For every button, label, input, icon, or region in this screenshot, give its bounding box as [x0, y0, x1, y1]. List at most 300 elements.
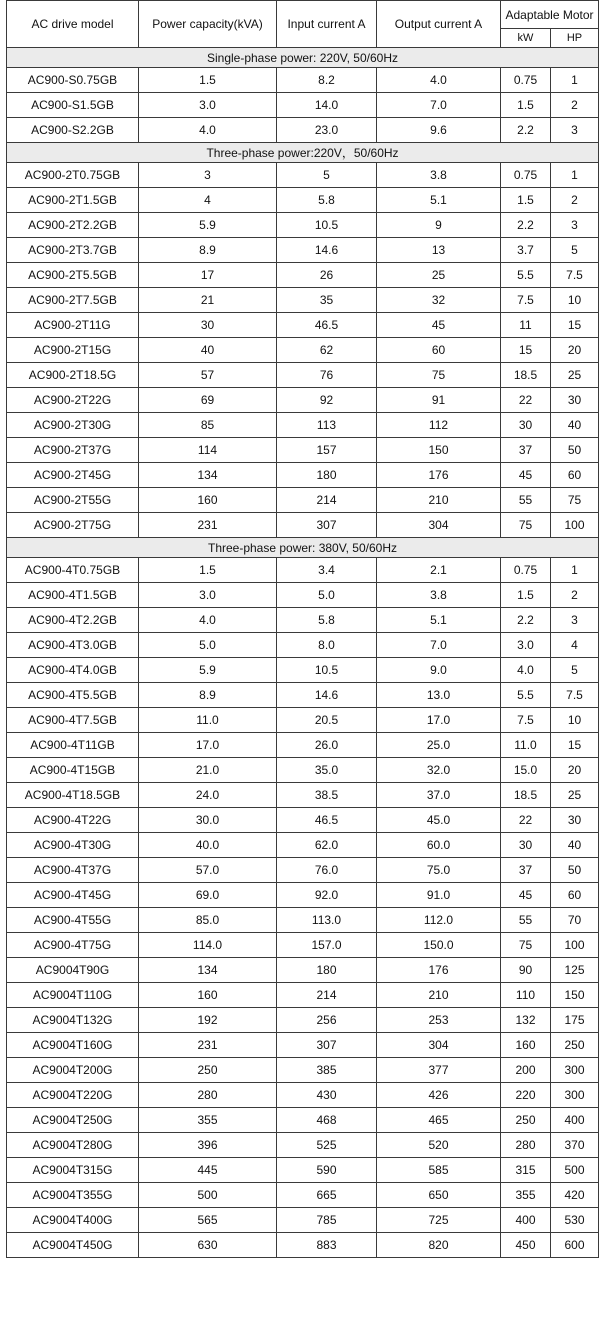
- cell-input-current: 8.2: [277, 68, 377, 93]
- table-row: [7, 188, 599, 213]
- table-row: [7, 1183, 599, 1208]
- cell-motor-hp: 125: [551, 958, 599, 983]
- cell-motor-kw: 15.0: [501, 758, 551, 783]
- cell-motor-hp: 250: [551, 1033, 599, 1058]
- table-row: [7, 708, 599, 733]
- cell-power-capacity: 250: [139, 1058, 277, 1083]
- table-row: [7, 1233, 599, 1258]
- cell-power-capacity: 4.0: [139, 118, 277, 143]
- table-row: [7, 388, 599, 413]
- cell-input-current: 46.5: [277, 313, 377, 338]
- cell-input-current: 8.0: [277, 633, 377, 658]
- cell-power-capacity: 231: [139, 1033, 277, 1058]
- cell-model: AC900-S0.75GB: [7, 68, 139, 93]
- cell-motor-kw: 30: [501, 413, 551, 438]
- section-header-row: [7, 143, 599, 163]
- table-row: [7, 1083, 599, 1108]
- cell-input-current: 26: [277, 263, 377, 288]
- cell-power-capacity: 69: [139, 388, 277, 413]
- cell-power-capacity: 4: [139, 188, 277, 213]
- cell-motor-kw: 250: [501, 1108, 551, 1133]
- cell-motor-hp: 75: [551, 488, 599, 513]
- cell-motor-hp: 20: [551, 338, 599, 363]
- cell-motor-kw: 0.75: [501, 68, 551, 93]
- cell-input-current: 10.5: [277, 658, 377, 683]
- table-row: [7, 958, 599, 983]
- section-title: Three-phase power: 380V, 50/60Hz: [7, 538, 599, 558]
- cell-motor-kw: 45: [501, 463, 551, 488]
- cell-motor-hp: 5: [551, 658, 599, 683]
- table-row: [7, 658, 599, 683]
- cell-input-current: 92.0: [277, 883, 377, 908]
- cell-output-current: 210: [377, 983, 501, 1008]
- cell-output-current: 426: [377, 1083, 501, 1108]
- cell-model: AC900-4T3.0GB: [7, 633, 139, 658]
- cell-motor-hp: 30: [551, 388, 599, 413]
- cell-model: AC900-4T15GB: [7, 758, 139, 783]
- cell-input-current: 590: [277, 1158, 377, 1183]
- header-hp: HP: [551, 29, 599, 48]
- cell-output-current: 17.0: [377, 708, 501, 733]
- cell-motor-kw: 220: [501, 1083, 551, 1108]
- cell-model: AC9004T355G: [7, 1183, 139, 1208]
- cell-model: AC900-4T37G: [7, 858, 139, 883]
- header-model: AC drive model: [7, 1, 139, 48]
- cell-power-capacity: 160: [139, 983, 277, 1008]
- cell-motor-kw: 1.5: [501, 583, 551, 608]
- cell-motor-kw: 315: [501, 1158, 551, 1183]
- cell-motor-hp: 20: [551, 758, 599, 783]
- cell-model: AC9004T110G: [7, 983, 139, 1008]
- cell-model: AC900-4T75G: [7, 933, 139, 958]
- cell-motor-hp: 1: [551, 558, 599, 583]
- cell-output-current: 91.0: [377, 883, 501, 908]
- cell-output-current: 13.0: [377, 683, 501, 708]
- cell-input-current: 20.5: [277, 708, 377, 733]
- cell-model: AC900-4T1.5GB: [7, 583, 139, 608]
- cell-model: AC900-4T55G: [7, 908, 139, 933]
- cell-motor-hp: 40: [551, 833, 599, 858]
- cell-motor-kw: 30: [501, 833, 551, 858]
- cell-input-current: 430: [277, 1083, 377, 1108]
- cell-motor-kw: 18.5: [501, 363, 551, 388]
- cell-model: AC900-4T2.2GB: [7, 608, 139, 633]
- cell-power-capacity: 17: [139, 263, 277, 288]
- cell-input-current: 76.0: [277, 858, 377, 883]
- cell-motor-hp: 2: [551, 93, 599, 118]
- cell-input-current: 5: [277, 163, 377, 188]
- cell-input-current: 5.0: [277, 583, 377, 608]
- cell-power-capacity: 565: [139, 1208, 277, 1233]
- cell-motor-kw: 11: [501, 313, 551, 338]
- cell-input-current: 157.0: [277, 933, 377, 958]
- cell-input-current: 307: [277, 1033, 377, 1058]
- cell-output-current: 13: [377, 238, 501, 263]
- cell-motor-kw: 110: [501, 983, 551, 1008]
- cell-power-capacity: 160: [139, 488, 277, 513]
- cell-output-current: 304: [377, 1033, 501, 1058]
- cell-output-current: 5.1: [377, 608, 501, 633]
- cell-motor-hp: 530: [551, 1208, 599, 1233]
- cell-output-current: 9.6: [377, 118, 501, 143]
- cell-input-current: 113: [277, 413, 377, 438]
- cell-motor-kw: 200: [501, 1058, 551, 1083]
- cell-input-current: 14.6: [277, 238, 377, 263]
- cell-input-current: 180: [277, 958, 377, 983]
- cell-output-current: 112.0: [377, 908, 501, 933]
- cell-motor-kw: 7.5: [501, 288, 551, 313]
- section-header-row: [7, 538, 599, 558]
- table-row: [7, 1008, 599, 1033]
- cell-model: AC900-2T37G: [7, 438, 139, 463]
- cell-motor-hp: 15: [551, 733, 599, 758]
- cell-power-capacity: 445: [139, 1158, 277, 1183]
- cell-power-capacity: 5.9: [139, 213, 277, 238]
- cell-model: AC9004T90G: [7, 958, 139, 983]
- cell-power-capacity: 500: [139, 1183, 277, 1208]
- cell-motor-hp: 60: [551, 883, 599, 908]
- cell-motor-hp: 3: [551, 213, 599, 238]
- cell-motor-kw: 0.75: [501, 163, 551, 188]
- cell-motor-hp: 1: [551, 163, 599, 188]
- cell-output-current: 7.0: [377, 93, 501, 118]
- cell-model: AC9004T280G: [7, 1133, 139, 1158]
- cell-motor-hp: 15: [551, 313, 599, 338]
- table-row: [7, 338, 599, 363]
- table-row: [7, 313, 599, 338]
- cell-motor-hp: 70: [551, 908, 599, 933]
- table-row: [7, 983, 599, 1008]
- table-row: [7, 68, 599, 93]
- cell-motor-hp: 370: [551, 1133, 599, 1158]
- cell-model: AC900-2T11G: [7, 313, 139, 338]
- cell-power-capacity: 396: [139, 1133, 277, 1158]
- cell-power-capacity: 134: [139, 463, 277, 488]
- cell-power-capacity: 3.0: [139, 583, 277, 608]
- cell-output-current: 176: [377, 958, 501, 983]
- cell-power-capacity: 4.0: [139, 608, 277, 633]
- cell-model: AC9004T132G: [7, 1008, 139, 1033]
- cell-power-capacity: 3: [139, 163, 277, 188]
- cell-model: AC900-S1.5GB: [7, 93, 139, 118]
- cell-motor-kw: 5.5: [501, 683, 551, 708]
- table-row: [7, 438, 599, 463]
- cell-power-capacity: 85: [139, 413, 277, 438]
- cell-output-current: 585: [377, 1158, 501, 1183]
- cell-output-current: 9.0: [377, 658, 501, 683]
- cell-output-current: 253: [377, 1008, 501, 1033]
- cell-input-current: 3.4: [277, 558, 377, 583]
- cell-motor-hp: 7.5: [551, 683, 599, 708]
- cell-motor-hp: 7.5: [551, 263, 599, 288]
- cell-motor-kw: 90: [501, 958, 551, 983]
- cell-model: AC900-S2.2GB: [7, 118, 139, 143]
- table-row: [7, 808, 599, 833]
- cell-motor-kw: 75: [501, 933, 551, 958]
- cell-model: AC900-2T75G: [7, 513, 139, 538]
- cell-motor-hp: 500: [551, 1158, 599, 1183]
- cell-motor-kw: 75: [501, 513, 551, 538]
- cell-input-current: 180: [277, 463, 377, 488]
- cell-output-current: 32.0: [377, 758, 501, 783]
- cell-model: AC9004T220G: [7, 1083, 139, 1108]
- header-power-capacity: Power capacity(kVA): [139, 1, 277, 48]
- cell-motor-hp: 5: [551, 238, 599, 263]
- cell-model: AC900-2T22G: [7, 388, 139, 413]
- cell-output-current: 150: [377, 438, 501, 463]
- table-row: [7, 608, 599, 633]
- cell-power-capacity: 3.0: [139, 93, 277, 118]
- cell-motor-kw: 22: [501, 808, 551, 833]
- cell-output-current: 7.0: [377, 633, 501, 658]
- cell-model: AC900-2T30G: [7, 413, 139, 438]
- table-row: [7, 1033, 599, 1058]
- section-header-row: [7, 48, 599, 68]
- cell-model: AC900-2T18.5G: [7, 363, 139, 388]
- cell-power-capacity: 114: [139, 438, 277, 463]
- cell-motor-hp: 150: [551, 983, 599, 1008]
- cell-output-current: 820: [377, 1233, 501, 1258]
- cell-input-current: 62: [277, 338, 377, 363]
- cell-output-current: 725: [377, 1208, 501, 1233]
- cell-power-capacity: 40.0: [139, 833, 277, 858]
- cell-motor-kw: 45: [501, 883, 551, 908]
- cell-input-current: 665: [277, 1183, 377, 1208]
- table-row: [7, 1133, 599, 1158]
- cell-output-current: 45: [377, 313, 501, 338]
- cell-motor-hp: 3: [551, 608, 599, 633]
- table-row: [7, 758, 599, 783]
- table-row: [7, 933, 599, 958]
- cell-input-current: 38.5: [277, 783, 377, 808]
- cell-motor-kw: 18.5: [501, 783, 551, 808]
- ac-drive-spec-table: [6, 0, 599, 1258]
- cell-motor-kw: 132: [501, 1008, 551, 1033]
- cell-output-current: 650: [377, 1183, 501, 1208]
- cell-output-current: 3.8: [377, 163, 501, 188]
- cell-input-current: 525: [277, 1133, 377, 1158]
- cell-power-capacity: 21.0: [139, 758, 277, 783]
- header-input-current: Input current A: [277, 1, 377, 48]
- cell-input-current: 14.0: [277, 93, 377, 118]
- cell-output-current: 150.0: [377, 933, 501, 958]
- cell-model: AC900-4T7.5GB: [7, 708, 139, 733]
- cell-motor-hp: 10: [551, 708, 599, 733]
- cell-power-capacity: 134: [139, 958, 277, 983]
- cell-input-current: 92: [277, 388, 377, 413]
- table-row: [7, 733, 599, 758]
- cell-power-capacity: 24.0: [139, 783, 277, 808]
- cell-motor-kw: 15: [501, 338, 551, 363]
- table-header: [7, 1, 599, 48]
- table-row: [7, 908, 599, 933]
- cell-power-capacity: 280: [139, 1083, 277, 1108]
- cell-output-current: 75.0: [377, 858, 501, 883]
- table-row: [7, 488, 599, 513]
- cell-model: AC900-4T22G: [7, 808, 139, 833]
- cell-input-current: 35: [277, 288, 377, 313]
- cell-motor-kw: 4.0: [501, 658, 551, 683]
- cell-output-current: 3.8: [377, 583, 501, 608]
- header-kw: kW: [501, 29, 551, 48]
- cell-power-capacity: 85.0: [139, 908, 277, 933]
- cell-motor-kw: 355: [501, 1183, 551, 1208]
- table-row: [7, 1158, 599, 1183]
- cell-motor-hp: 50: [551, 438, 599, 463]
- cell-output-current: 60.0: [377, 833, 501, 858]
- table-row: [7, 163, 599, 188]
- cell-power-capacity: 1.5: [139, 558, 277, 583]
- cell-motor-hp: 400: [551, 1108, 599, 1133]
- cell-motor-hp: 1: [551, 68, 599, 93]
- table-row: [7, 633, 599, 658]
- cell-model: AC9004T450G: [7, 1233, 139, 1258]
- cell-motor-kw: 37: [501, 438, 551, 463]
- cell-motor-kw: 400: [501, 1208, 551, 1233]
- cell-power-capacity: 40: [139, 338, 277, 363]
- cell-motor-kw: 55: [501, 908, 551, 933]
- cell-motor-hp: 60: [551, 463, 599, 488]
- cell-power-capacity: 69.0: [139, 883, 277, 908]
- cell-model: AC900-2T1.5GB: [7, 188, 139, 213]
- cell-model: AC9004T400G: [7, 1208, 139, 1233]
- cell-motor-kw: 2.2: [501, 213, 551, 238]
- table-row: [7, 363, 599, 388]
- cell-motor-kw: 37: [501, 858, 551, 883]
- cell-motor-hp: 25: [551, 363, 599, 388]
- table-row: [7, 213, 599, 238]
- cell-motor-hp: 100: [551, 513, 599, 538]
- cell-motor-hp: 40: [551, 413, 599, 438]
- table-row: [7, 1108, 599, 1133]
- cell-motor-hp: 2: [551, 188, 599, 213]
- cell-model: AC900-2T7.5GB: [7, 288, 139, 313]
- table-row: [7, 238, 599, 263]
- table-row: [7, 413, 599, 438]
- cell-motor-kw: 2.2: [501, 608, 551, 633]
- cell-power-capacity: 630: [139, 1233, 277, 1258]
- cell-power-capacity: 17.0: [139, 733, 277, 758]
- cell-motor-kw: 55: [501, 488, 551, 513]
- table-row: [7, 583, 599, 608]
- cell-motor-hp: 10: [551, 288, 599, 313]
- table-body: [7, 48, 599, 1258]
- table-row: [7, 558, 599, 583]
- cell-motor-kw: 160: [501, 1033, 551, 1058]
- cell-input-current: 23.0: [277, 118, 377, 143]
- cell-power-capacity: 5.9: [139, 658, 277, 683]
- cell-output-current: 465: [377, 1108, 501, 1133]
- cell-model: AC9004T315G: [7, 1158, 139, 1183]
- cell-power-capacity: 192: [139, 1008, 277, 1033]
- cell-output-current: 37.0: [377, 783, 501, 808]
- cell-motor-hp: 175: [551, 1008, 599, 1033]
- table-row: [7, 1058, 599, 1083]
- cell-motor-kw: 3.0: [501, 633, 551, 658]
- cell-motor-hp: 3: [551, 118, 599, 143]
- cell-motor-hp: 50: [551, 858, 599, 883]
- table-row: [7, 263, 599, 288]
- cell-model: AC900-2T5.5GB: [7, 263, 139, 288]
- cell-model: AC900-4T11GB: [7, 733, 139, 758]
- cell-model: AC9004T200G: [7, 1058, 139, 1083]
- cell-input-current: 10.5: [277, 213, 377, 238]
- cell-motor-kw: 1.5: [501, 188, 551, 213]
- cell-input-current: 35.0: [277, 758, 377, 783]
- cell-output-current: 4.0: [377, 68, 501, 93]
- cell-motor-kw: 2.2: [501, 118, 551, 143]
- cell-input-current: 14.6: [277, 683, 377, 708]
- cell-model: AC900-4T4.0GB: [7, 658, 139, 683]
- cell-model: AC9004T250G: [7, 1108, 139, 1133]
- cell-motor-hp: 300: [551, 1083, 599, 1108]
- cell-model: AC900-2T0.75GB: [7, 163, 139, 188]
- cell-output-current: 75: [377, 363, 501, 388]
- section-title: Single-phase power: 220V, 50/60Hz: [7, 48, 599, 68]
- cell-input-current: 62.0: [277, 833, 377, 858]
- cell-motor-hp: 25: [551, 783, 599, 808]
- cell-input-current: 26.0: [277, 733, 377, 758]
- cell-model: AC900-2T3.7GB: [7, 238, 139, 263]
- cell-motor-hp: 2: [551, 583, 599, 608]
- cell-power-capacity: 1.5: [139, 68, 277, 93]
- table-row: [7, 858, 599, 883]
- cell-output-current: 176: [377, 463, 501, 488]
- cell-output-current: 5.1: [377, 188, 501, 213]
- table-row: [7, 883, 599, 908]
- cell-model: AC900-4T30G: [7, 833, 139, 858]
- cell-model: AC900-2T45G: [7, 463, 139, 488]
- header-adaptable-motor: Adaptable Motor: [501, 1, 599, 29]
- cell-model: AC900-2T2.2GB: [7, 213, 139, 238]
- cell-motor-hp: 600: [551, 1233, 599, 1258]
- cell-input-current: 385: [277, 1058, 377, 1083]
- cell-output-current: 32: [377, 288, 501, 313]
- table-row: [7, 1208, 599, 1233]
- cell-input-current: 785: [277, 1208, 377, 1233]
- cell-motor-kw: 280: [501, 1133, 551, 1158]
- cell-power-capacity: 57.0: [139, 858, 277, 883]
- table-row: [7, 118, 599, 143]
- cell-motor-hp: 100: [551, 933, 599, 958]
- section-title: Three-phase power:220V，50/60Hz: [7, 143, 599, 163]
- cell-motor-kw: 1.5: [501, 93, 551, 118]
- cell-input-current: 883: [277, 1233, 377, 1258]
- cell-power-capacity: 355: [139, 1108, 277, 1133]
- cell-power-capacity: 5.0: [139, 633, 277, 658]
- cell-power-capacity: 11.0: [139, 708, 277, 733]
- cell-input-current: 5.8: [277, 188, 377, 213]
- cell-input-current: 468: [277, 1108, 377, 1133]
- cell-input-current: 5.8: [277, 608, 377, 633]
- cell-motor-kw: 11.0: [501, 733, 551, 758]
- cell-motor-kw: 3.7: [501, 238, 551, 263]
- cell-power-capacity: 8.9: [139, 683, 277, 708]
- cell-motor-hp: 30: [551, 808, 599, 833]
- cell-input-current: 76: [277, 363, 377, 388]
- table-row: [7, 463, 599, 488]
- cell-output-current: 304: [377, 513, 501, 538]
- cell-output-current: 2.1: [377, 558, 501, 583]
- cell-model: AC900-2T15G: [7, 338, 139, 363]
- cell-output-current: 210: [377, 488, 501, 513]
- table-row: [7, 513, 599, 538]
- cell-power-capacity: 30.0: [139, 808, 277, 833]
- cell-output-current: 60: [377, 338, 501, 363]
- header-output-current: Output current A: [377, 1, 501, 48]
- cell-input-current: 113.0: [277, 908, 377, 933]
- cell-model: AC900-4T45G: [7, 883, 139, 908]
